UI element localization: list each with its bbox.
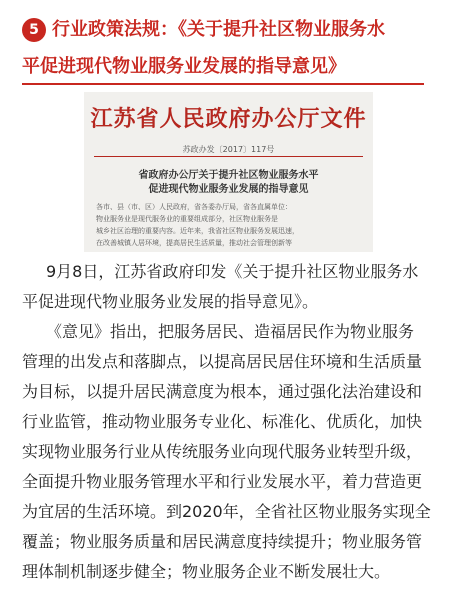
article-line: 理体制机制逐步健全；物业服务企业不断发展壮大。 bbox=[22, 562, 391, 581]
article-line: 覆盖；物业服务质量和居民满意度持续提升；物业服务管 bbox=[22, 532, 423, 551]
section-number-badge: 5 bbox=[22, 18, 46, 42]
article-line: 为宜居的生活环境。到2020年，全省社区物业服务实现全 bbox=[22, 502, 431, 521]
document-body-line: 城乡社区治理的重要内容。近年来，我省社区物业服务发展迅速， bbox=[96, 227, 299, 235]
document-body-line: 物业服务业是现代服务业的重要组成部分，社区物业服务是 bbox=[96, 215, 278, 223]
document-header: 江苏省人民政府办公厅文件 bbox=[90, 106, 367, 132]
article-line: 行业监管，推动物业服务专业化、标准化、优质化，加快 bbox=[22, 412, 423, 431]
title-divider bbox=[22, 83, 424, 85]
document-body-line: 在改善城镇人居环境，提高居民生活质量，推动社会管理创新等 bbox=[96, 239, 292, 247]
article-line: 9月8日，江苏省政府印发《关于提升社区物业服务水 bbox=[46, 262, 419, 281]
article-line: 平促进现代物业服务业发展的指导意见》。 bbox=[22, 292, 319, 311]
section-title-line-2: 平促进现代物业服务业发展的指导意见》 bbox=[22, 56, 346, 77]
article-line: 管理的出发点和落脚点，以提高居民居住环境和生活质量 bbox=[22, 352, 423, 371]
document-body-line: 各市、县（市、区）人民政府，省各委办厅局，省各直属单位： bbox=[96, 203, 292, 211]
article-line: 《意见》指出，把服务居民、造福居民作为物业服务 bbox=[46, 322, 415, 341]
article-line: 实现物业服务行业从传统服务业向现代服务业转型升级， bbox=[22, 442, 423, 461]
document-subtitle-line-2: 促进现代物业服务业发展的指导意见 bbox=[148, 184, 309, 195]
document-subtitle-line-1: 省政府办公厅关于提升社区物业服务水平 bbox=[138, 170, 319, 181]
document-photo bbox=[84, 92, 373, 252]
document-number: 苏政办发〔2017〕117号 bbox=[182, 145, 275, 154]
article-line: 为目标，以提升居民满意度为根本，通过强化法治建设和 bbox=[22, 382, 423, 401]
document-red-rule bbox=[94, 156, 363, 157]
article-line: 全面提升物业服务管理水平和行业发展水平，着力营造更 bbox=[22, 472, 423, 491]
section-header bbox=[0, 0, 449, 90]
section-title-line-1: 行业政策法规：《关于提升社区物业服务水 bbox=[52, 19, 385, 40]
